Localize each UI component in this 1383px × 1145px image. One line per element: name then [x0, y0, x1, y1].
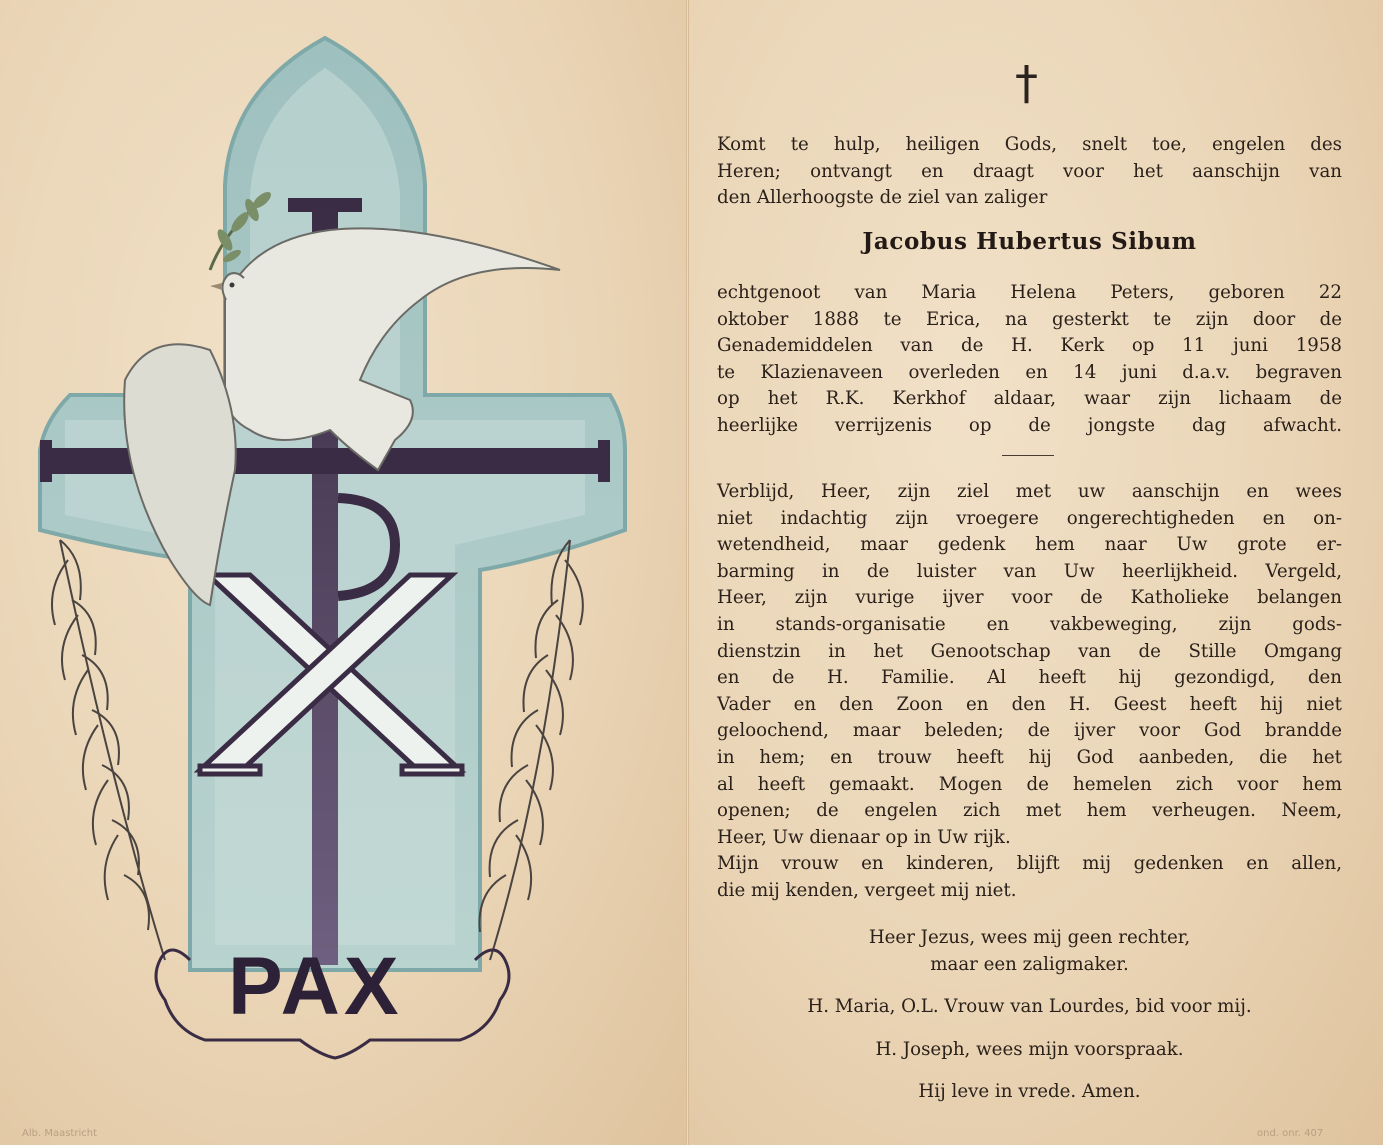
cross-icon: †	[1015, 56, 1038, 110]
prayer-line: Heer, Uw dienaar op in Uw rijk.	[717, 826, 1011, 848]
prayer-line: dienstzin in het Genootschap van de Stille Omgang	[717, 640, 1342, 662]
deceased-name: Jacobus Hubertus Sibum	[862, 228, 1197, 255]
palm-branch-right	[480, 540, 583, 960]
bio-line: heerlijke verrijzenis op de jongste dag afwacht.	[717, 414, 1342, 436]
prayer-line: Heer, zijn vurige ijver voor de Katholieke belangen	[717, 587, 1342, 609]
prayer-line: Mijn vrouw en kinderen, blijft mij gedenken en allen,	[717, 853, 1342, 875]
palm-branch-left	[52, 540, 165, 960]
bio-line: oktober 1888 te Erica, na gesterkt te zijn door de	[717, 308, 1342, 330]
prayer-line: barming in de luister van Uw heerlijkheid. Vergeld,	[717, 560, 1342, 582]
prayer-line: die mij kenden, vergeet mij niet.	[717, 879, 1017, 901]
prayer-line: in stands-organisatie en vakbeweging, zijn gods-	[717, 613, 1342, 635]
closing-amen: Hij leve in vrede. Amen.	[918, 1081, 1141, 1102]
bio-line: Genademiddelen van de H. Kerk op 11 juni 1958	[717, 335, 1342, 357]
jezus-invocation-line-1: Heer Jezus, wees mij geen rechter,	[868, 927, 1191, 948]
prayer-line: openen; de engelen zich met hem verheugen. Neem,	[717, 800, 1342, 822]
prayer-paragraph	[717, 479, 1342, 905]
section-divider	[1002, 455, 1054, 456]
pax-text: PAX	[228, 941, 403, 1032]
biography-paragraph	[717, 280, 1342, 440]
prayer-line: geloochend, maar beleden; de ijver voor God brandde	[717, 720, 1342, 742]
prayer-line: wetendheid, maar gedenk hem naar Uw grote er-	[717, 534, 1342, 556]
joseph-invocation: H. Joseph, wees mijn voorspraak.	[875, 1039, 1184, 1060]
prayer-line: niet indachtig zijn vroegere ongerechtigheden en on-	[717, 507, 1342, 529]
intro-line: Komt te hulp, heiligen Gods, snelt toe, engelen des	[717, 134, 1342, 155]
intro-line: den Allerhoogste de ziel van zaliger	[717, 187, 1048, 209]
prayer-line: Verblijd, Heer, zijn ziel met uw aanschijn en wees	[717, 481, 1342, 502]
prayer-line: in hem; en trouw heeft hij God aanbeden, die het	[717, 746, 1342, 768]
prayer-line: en de H. Familie. Al heeft hij gezondigd, den	[717, 667, 1342, 689]
jezus-invocation-line-2: maar een zaligmaker.	[930, 954, 1129, 975]
bio-line: echtgenoot van Maria Helena Peters, geboren 22	[717, 282, 1342, 303]
intro-line: Heren; ontvangt en draagt voor het aanschijn van	[717, 160, 1342, 182]
bio-line: op het R.K. Kerkhof aldaar, waar zijn lichaam de	[717, 388, 1342, 410]
intro-paragraph	[717, 132, 1342, 212]
prayer-line: Vader en den Zoon en den H. Geest heeft hij niet	[717, 693, 1342, 715]
prayer-line: al heeft gemaakt. Mogen de hemelen zich voor hem	[717, 773, 1342, 795]
bio-line: te Klazienaveen overleden en 14 juni d.a.v. begraven	[717, 361, 1342, 383]
printer-imprint-left: Alb. Maastricht	[22, 1128, 97, 1139]
maria-invocation: H. Maria, O.L. Vrouw van Lourdes, bid voor mij.	[807, 996, 1252, 1017]
printer-imprint-right: ond. onr. 407	[1257, 1128, 1324, 1139]
illustration-panel	[0, 0, 686, 1145]
text-panel	[689, 0, 1383, 1145]
